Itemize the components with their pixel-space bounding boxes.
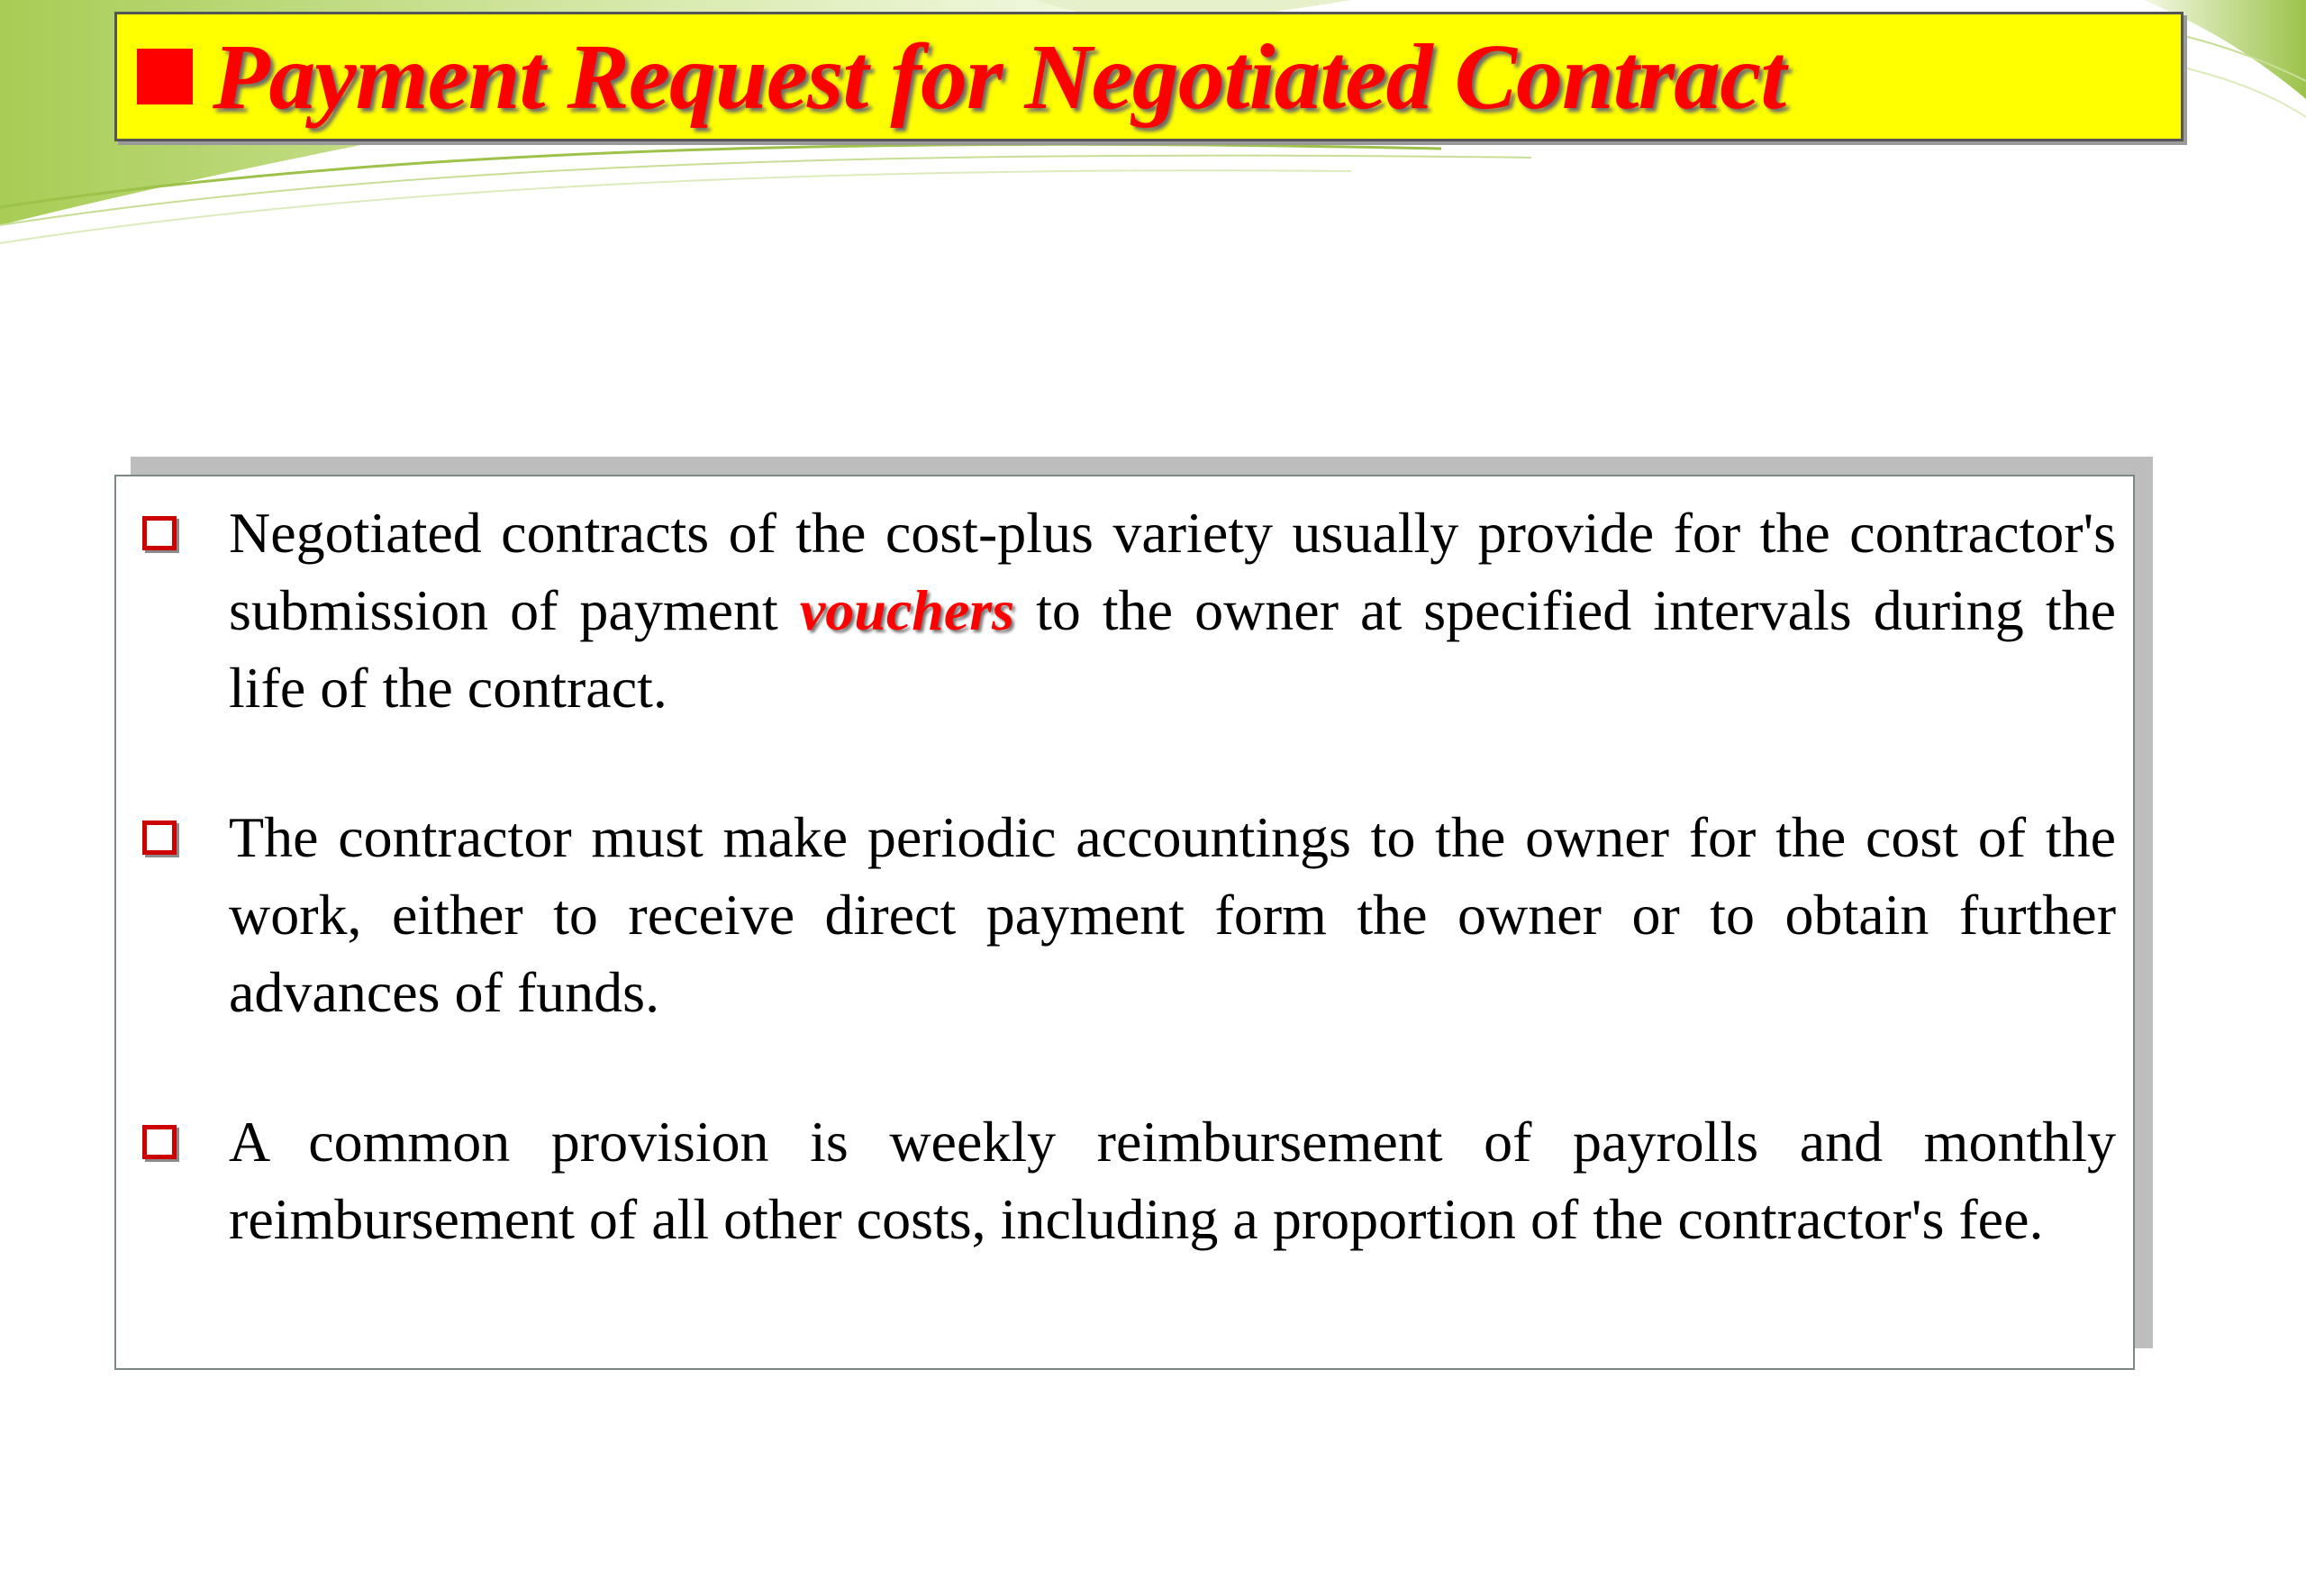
bullet-text: A common provision is weekly reimbursement of payrolls and monthly reimbursement of all other costs, including a proportion of the contractor's fee. bbox=[229, 1110, 2116, 1251]
bullet-item-1 bbox=[229, 494, 2116, 727]
title-banner bbox=[114, 12, 2183, 141]
bullet-list bbox=[229, 494, 2116, 1258]
bullet-item-3 bbox=[229, 1103, 2116, 1258]
bullet-text: Negotiated contracts of the cost-plus variety usually provide for the contractor's submission of payment bbox=[229, 501, 2116, 642]
red-square-icon bbox=[137, 49, 193, 104]
hollow-square-bullet-icon bbox=[142, 1125, 177, 1159]
hollow-square-bullet-icon bbox=[142, 516, 177, 550]
slide-title: Payment Request for Negotiated Contract bbox=[213, 24, 1786, 129]
content-box bbox=[114, 475, 2135, 1370]
highlighted-term: vouchers bbox=[799, 578, 1015, 642]
bullet-text: The contractor must make periodic accountings to the owner for the cost of the work, either to receive direct payment form the owner or to obtain further advances of funds. bbox=[229, 805, 2116, 1024]
bullet-item-2 bbox=[229, 799, 2116, 1031]
bullet-text-continued: to the owner at specified intervals during the life of the contract. bbox=[229, 578, 2117, 720]
hollow-square-bullet-icon bbox=[142, 821, 177, 855]
